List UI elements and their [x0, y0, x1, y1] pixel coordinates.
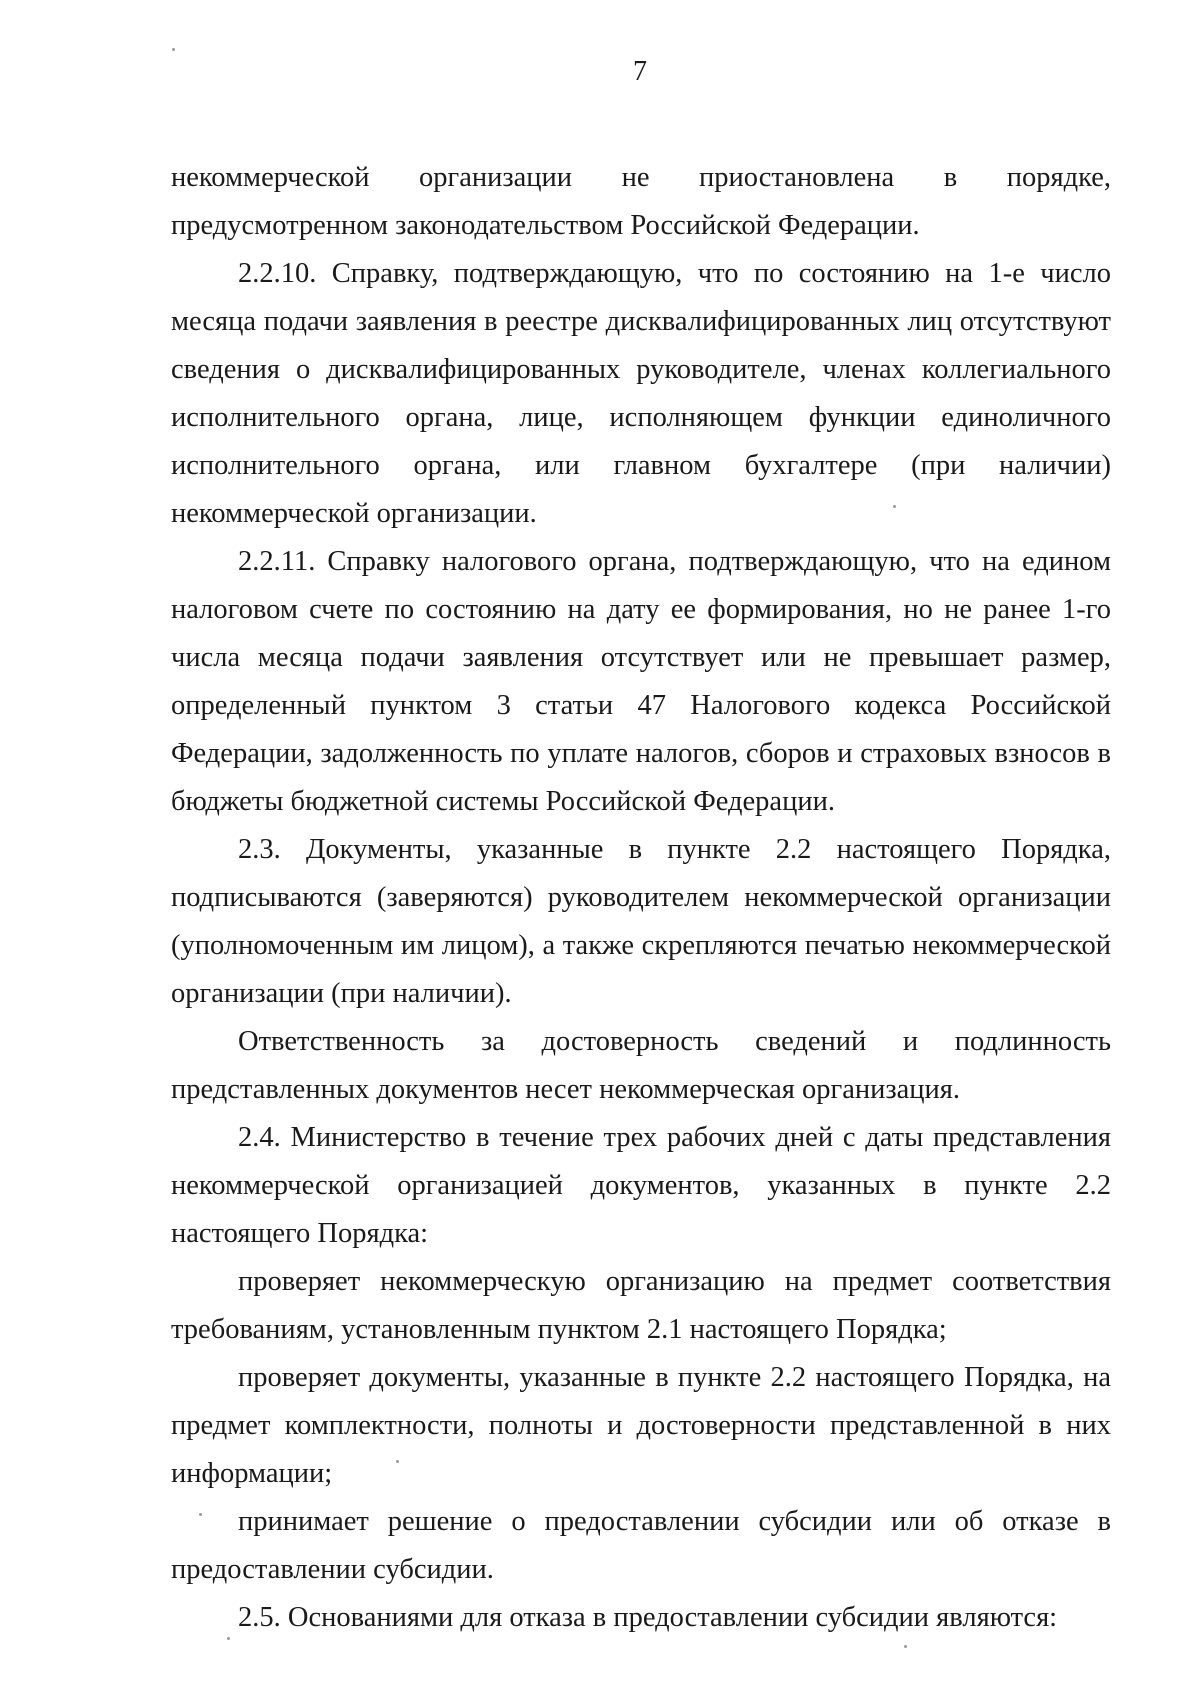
paragraph-decision: принимает решение о предоставлении субсидии или об отказе в предоставлении субсидии.	[171, 1506, 1111, 1585]
paragraph-2-4: 2.4. Министерство в течение трех рабочих дней с даты представления некоммерческой организацией документов, указанных в пункте 2.2 настоящего Порядка:	[171, 1122, 1111, 1249]
scan-speck	[199, 1513, 202, 1516]
scan-speck	[904, 1645, 907, 1648]
paragraph-2-3: 2.3. Документы, указанные в пункте 2.2 настоящего Порядка, подписываются (заверяются) руководителем некоммерческой организации (уполномоченным им лицом), а также скрепляются печатью некоммерческой организации (при наличии).	[171, 834, 1111, 1009]
scan-speck	[172, 48, 175, 51]
scan-speck	[227, 1637, 230, 1640]
scan-speck	[893, 505, 896, 508]
paragraph-2-2-10: 2.2.10. Справку, подтверждающую, что по состоянию на 1-е число месяца подачи заявления в реестре дисквалифицированных лиц отсутствуют сведения о дисквалифицированных руководителе, членах коллегиального исполнительного органа, лице, исполняющем функции единоличного исполнительного органа, или главном бухгалтере (при наличии) некоммерческой организации.	[171, 258, 1111, 529]
paragraph-check-organization: проверяет некоммерческую организацию на предмет соответствия требованиям, установленным пунктом 2.1 настоящего Порядка;	[171, 1266, 1111, 1345]
paragraph-continuation: некоммерческой организации не приостановлена в порядке, предусмотренном законодательством Российской Федерации.	[171, 162, 1111, 241]
paragraph-check-documents: проверяет документы, указанные в пункте 2.2 настоящего Порядка, на предмет комплектности, полноты и достоверности представленной в них информации;	[171, 1362, 1111, 1489]
paragraph-2-5: 2.5. Основаниями для отказа в предоставлении субсидии являются:	[238, 1602, 1058, 1633]
paragraph-responsibility: Ответственность за достоверность сведений и подлинность представленных документов несет некоммерческая организация.	[171, 1026, 1111, 1105]
document-body	[171, 154, 1111, 1642]
scan-speck	[396, 1460, 399, 1463]
paragraph-2-2-11: 2.2.11. Справку налогового органа, подтверждающую, что на едином налоговом счете по состоянию на дату ее формирования, но не ранее 1-го числа месяца подачи заявления отсутствует или не превышает размер, определенный пунктом 3 статьи 47 Налогового кодекса Российской Федерации, задолженность по уплате налогов, сборов и страховых взносов в бюджеты бюджетной системы Российской Федерации.	[171, 546, 1111, 817]
page-number: 7	[633, 56, 647, 87]
